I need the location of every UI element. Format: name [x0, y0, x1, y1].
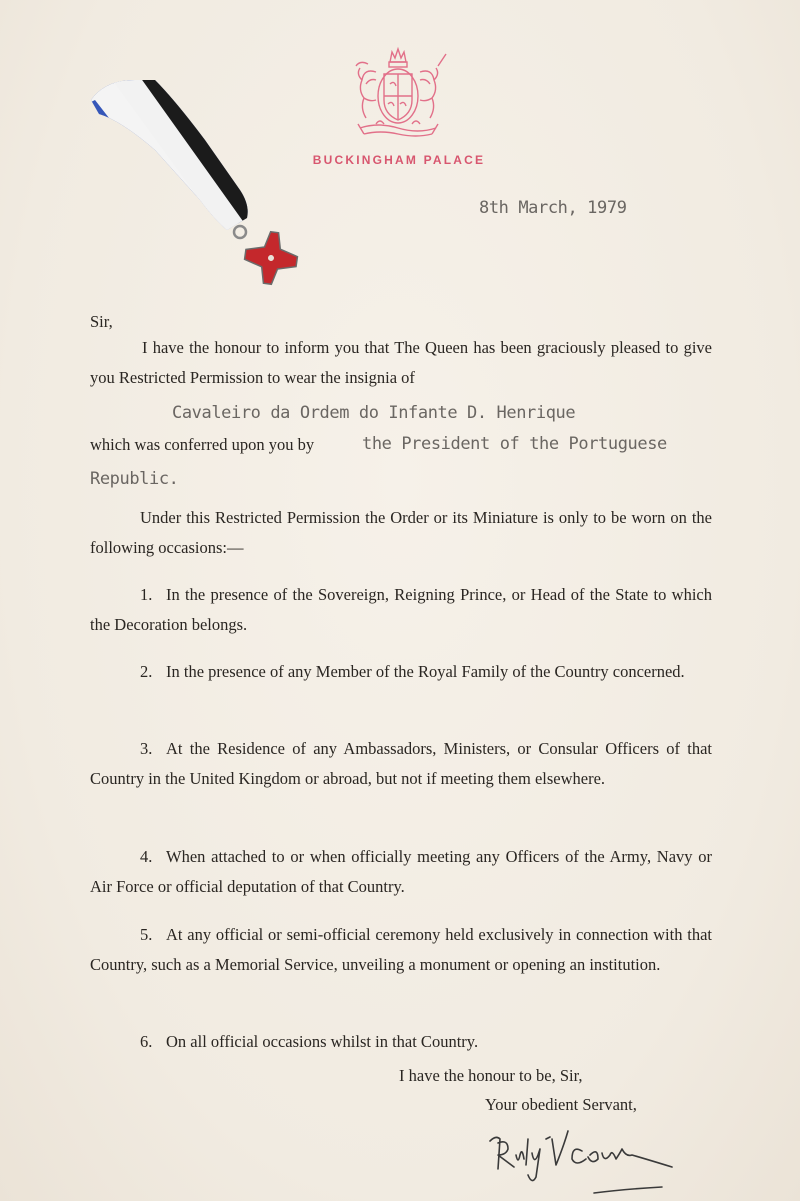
restriction-paragraph: Under this Restricted Permission the Order or its Miniature is only to be worn on the following occasions:— [90, 508, 712, 557]
occasion-item: 2. In the presence of any Member of the Royal Family of the Country concerned. [140, 662, 685, 681]
conferred-text: which was conferred upon you by [90, 435, 315, 454]
letterhead-title: BUCKINGHAM PALACE [312, 153, 486, 167]
handwritten-signature-icon [486, 1125, 686, 1201]
medal-with-ribbon-icon [75, 70, 335, 300]
order-name: Cavaleiro da Ordem do Infante D. Henrique [172, 403, 576, 423]
conferrer-line-1: the President of the Portuguese [362, 434, 667, 454]
occasion-item: 6. On all official occasions whilst in that Country. [140, 1032, 479, 1051]
salutation: Sir, [90, 312, 113, 331]
occasion-item: 5. At any official or semi-official ceremony held exclusively in connection with that Country, such as a Memorial Service, unveiling a monument or opening an institution. [90, 925, 712, 974]
royal-coat-of-arms-icon [340, 44, 456, 144]
occasion-item: 3. At the Residence of any Ambassadors, Ministers, or Consular Officers of that Country in the United Kingdom or abroad, but not if meeting them elsewhere. [90, 739, 712, 788]
occasion-item: 1. In the presence of the Sovereign, Reigning Prince, or Head of the State to which the Decoration belongs. [90, 585, 712, 634]
conferrer-line-2: Republic. [90, 469, 179, 489]
closing-line-2: Your obedient Servant, [485, 1095, 637, 1114]
closing-line-1: I have the honour to be, Sir, [399, 1066, 583, 1085]
occasion-item: 4. When attached to or when officially meeting any Officers of the Army, Navy or Air Force or official deputation of that Country. [90, 847, 712, 896]
intro-paragraph: I have the honour to inform you that The Queen has been graciously pleased to give you Restricted Permission to wear the insignia of [90, 338, 712, 387]
letter-date: 8th March, 1979 [479, 198, 627, 218]
